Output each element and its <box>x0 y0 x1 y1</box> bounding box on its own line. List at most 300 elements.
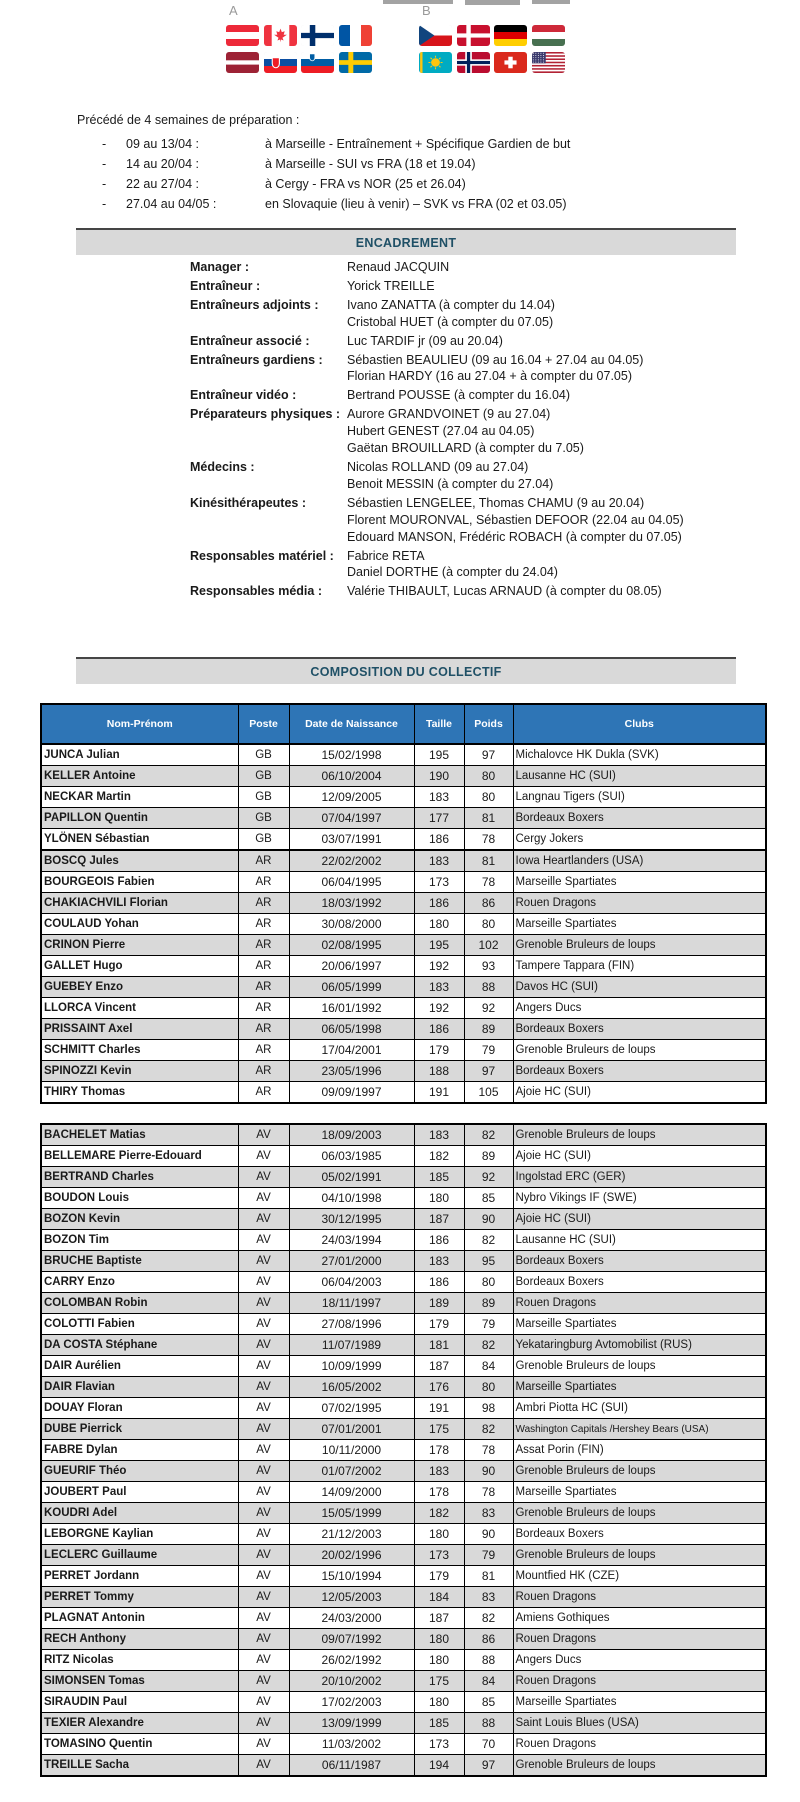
position-cell: AV <box>238 1188 289 1209</box>
height-cell: 176 <box>414 1377 464 1398</box>
table-row <box>41 1692 766 1713</box>
height-cell: 178 <box>414 1482 464 1503</box>
table-row <box>41 1082 766 1104</box>
height-cell: 194 <box>414 1755 464 1777</box>
position-cell: AV <box>238 1335 289 1356</box>
table-row <box>41 1019 766 1040</box>
roster-table-forwards <box>40 1123 767 1777</box>
staff-member: Daniel DORTHE (à compter du 24.04) <box>347 565 558 580</box>
position-cell: AR <box>238 1061 289 1082</box>
position-cell: AV <box>238 1713 289 1734</box>
birthdate-cell: 21/12/2003 <box>289 1524 414 1545</box>
weight-cell: 90 <box>464 1209 513 1230</box>
slovenia-flag-icon <box>301 52 334 73</box>
player-name-cell: DAIR Aurélien <box>41 1356 238 1377</box>
list-dash: - <box>102 157 107 171</box>
player-name-cell: GALLET Hugo <box>41 956 238 977</box>
height-cell: 184 <box>414 1587 464 1608</box>
table-row <box>41 1755 766 1777</box>
staff-row <box>190 278 684 295</box>
club-cell: Marseille Spartiates <box>513 1692 766 1713</box>
club-cell: Marseille Spartiates <box>513 914 766 935</box>
staff-row <box>190 387 684 404</box>
table-row <box>41 893 766 914</box>
staff-values <box>347 333 503 350</box>
table-header-row <box>41 704 766 744</box>
weight-cell: 82 <box>464 1335 513 1356</box>
table-row <box>41 1545 766 1566</box>
table-row <box>41 1040 766 1061</box>
height-cell: 189 <box>414 1293 464 1314</box>
hungary-flag-icon <box>532 25 565 46</box>
table-row <box>41 1440 766 1461</box>
birthdate-cell: 20/06/1997 <box>289 956 414 977</box>
weight-cell: 88 <box>464 1713 513 1734</box>
weight-cell: 78 <box>464 1440 513 1461</box>
position-cell: GB <box>238 808 289 829</box>
position-cell: AR <box>238 1019 289 1040</box>
club-cell: Davos HC (SUI) <box>513 977 766 998</box>
position-cell: AR <box>238 850 289 872</box>
height-cell: 183 <box>414 1124 464 1146</box>
staff-member: Benoit MESSIN (à compter du 27.04) <box>347 476 554 491</box>
staff-role-label: Entraîneurs adjoints : <box>190 297 319 312</box>
table-row <box>41 1671 766 1692</box>
position-cell: GB <box>238 787 289 808</box>
player-name-cell: BERTRAND Charles <box>41 1167 238 1188</box>
weight-cell: 84 <box>464 1671 513 1692</box>
birthdate-cell: 27/01/2000 <box>289 1251 414 1272</box>
staff-values <box>347 459 553 493</box>
height-cell: 187 <box>414 1356 464 1377</box>
birthdate-cell: 18/11/1997 <box>289 1293 414 1314</box>
prep-item <box>77 194 697 214</box>
weight-cell: 102 <box>464 935 513 956</box>
staff-member: Hubert GENEST (27.04 au 04.05) <box>347 424 535 439</box>
position-cell: AV <box>238 1314 289 1335</box>
weight-cell: 81 <box>464 850 513 872</box>
birthdate-cell: 14/09/2000 <box>289 1482 414 1503</box>
position-cell: AV <box>238 1692 289 1713</box>
birthdate-cell: 06/05/1999 <box>289 977 414 998</box>
position-cell: AV <box>238 1545 289 1566</box>
club-cell: Ajoie HC (SUI) <box>513 1209 766 1230</box>
germany-flag-icon <box>494 25 527 46</box>
staff-row <box>190 352 684 386</box>
height-cell: 195 <box>414 744 464 766</box>
list-dash: - <box>102 137 107 151</box>
position-cell: AV <box>238 1167 289 1188</box>
club-cell: Marseille Spartiates <box>513 1482 766 1503</box>
prep-item-detail: en Slovaquie (lieu à venir) – SVK vs FRA (02 et 03.05) <box>265 197 567 211</box>
table-row <box>41 1230 766 1251</box>
birthdate-cell: 22/02/2002 <box>289 850 414 872</box>
height-cell: 187 <box>414 1209 464 1230</box>
player-name-cell: RITZ Nicolas <box>41 1650 238 1671</box>
height-cell: 190 <box>414 766 464 787</box>
switzerland-flag-icon <box>494 52 527 73</box>
club-cell: Grenoble Bruleurs de loups <box>513 1356 766 1377</box>
table-row <box>41 1587 766 1608</box>
player-name-cell: BOURGEOIS Fabien <box>41 872 238 893</box>
position-cell: AV <box>238 1524 289 1545</box>
position-cell: GB <box>238 744 289 766</box>
position-cell: AV <box>238 1251 289 1272</box>
birthdate-cell: 13/09/1999 <box>289 1713 414 1734</box>
staff-values <box>347 297 555 331</box>
table-row <box>41 1503 766 1524</box>
table-row <box>41 872 766 893</box>
club-cell: Marseille Spartiates <box>513 872 766 893</box>
height-cell: 183 <box>414 850 464 872</box>
position-cell: AV <box>238 1566 289 1587</box>
staff-values <box>347 352 643 386</box>
weight-cell: 80 <box>464 914 513 935</box>
staff-values <box>347 495 684 546</box>
position-cell: AV <box>238 1146 289 1167</box>
usa-flag-icon <box>532 52 565 73</box>
weight-cell: 93 <box>464 956 513 977</box>
weight-cell: 82 <box>464 1124 513 1146</box>
position-cell: AR <box>238 914 289 935</box>
player-name-cell: NECKAR Martin <box>41 787 238 808</box>
table-row <box>41 744 766 766</box>
table-row <box>41 1629 766 1650</box>
player-name-cell: SCHMITT Charles <box>41 1040 238 1061</box>
table-row <box>41 808 766 829</box>
table-row <box>41 1167 766 1188</box>
weight-cell: 89 <box>464 1293 513 1314</box>
table-row <box>41 1293 766 1314</box>
club-cell: Bordeaux Boxers <box>513 808 766 829</box>
denmark-flag-icon <box>457 25 490 46</box>
position-cell: AV <box>238 1482 289 1503</box>
birthdate-cell: 06/11/1987 <box>289 1755 414 1777</box>
club-cell: Lausanne HC (SUI) <box>513 1230 766 1251</box>
club-cell: Grenoble Bruleurs de loups <box>513 1755 766 1777</box>
player-name-cell: DAIR Flavian <box>41 1377 238 1398</box>
staff-member: Luc TARDIF jr (09 au 20.04) <box>347 333 503 348</box>
club-cell: Ingolstad ERC (GER) <box>513 1167 766 1188</box>
position-cell: AV <box>238 1356 289 1377</box>
weight-cell: 86 <box>464 893 513 914</box>
position-cell: AR <box>238 935 289 956</box>
height-cell: 175 <box>414 1671 464 1692</box>
club-cell: Nybro Vikings IF (SWE) <box>513 1188 766 1209</box>
weight-cell: 82 <box>464 1419 513 1440</box>
table-row <box>41 1524 766 1545</box>
player-name-cell: KELLER Antoine <box>41 766 238 787</box>
weight-cell: 86 <box>464 1629 513 1650</box>
table-row <box>41 1608 766 1629</box>
weight-cell: 82 <box>464 1608 513 1629</box>
club-cell: Saint Louis Blues (USA) <box>513 1713 766 1734</box>
birthdate-cell: 26/02/1992 <box>289 1650 414 1671</box>
player-name-cell: JOUBERT Paul <box>41 1482 238 1503</box>
player-name-cell: THIRY Thomas <box>41 1082 238 1104</box>
table-row <box>41 1251 766 1272</box>
position-cell: AV <box>238 1734 289 1755</box>
height-cell: 173 <box>414 872 464 893</box>
player-name-cell: COLOMBAN Robin <box>41 1293 238 1314</box>
list-dash: - <box>102 177 107 191</box>
slovakia-flag-icon <box>264 52 297 73</box>
staff-values <box>347 583 662 600</box>
player-name-cell: LECLERC Guillaume <box>41 1545 238 1566</box>
roster-section-title: COMPOSITION DU COLLECTIF <box>310 664 502 679</box>
staff-role-label: Responsables matériel : <box>190 548 334 563</box>
player-name-cell: BOZON Kevin <box>41 1209 238 1230</box>
birthdate-cell: 07/01/2001 <box>289 1419 414 1440</box>
club-cell: Washington Capitals /Hershey Bears (USA) <box>513 1419 766 1440</box>
position-cell: AR <box>238 956 289 977</box>
birthdate-cell: 09/09/1997 <box>289 1082 414 1104</box>
staff-row <box>190 297 684 331</box>
staff-values <box>347 259 449 276</box>
weight-cell: 98 <box>464 1398 513 1419</box>
position-cell: AV <box>238 1650 289 1671</box>
table-row <box>41 977 766 998</box>
player-name-cell: CARRY Enzo <box>41 1272 238 1293</box>
player-name-cell: BACHELET Matias <box>41 1124 238 1146</box>
staff-values <box>347 548 558 582</box>
prep-item-dates: 27.04 au 04/05 : <box>126 197 217 211</box>
weight-cell: 85 <box>464 1692 513 1713</box>
birthdate-cell: 12/09/2005 <box>289 787 414 808</box>
column-header: Taille <box>414 704 464 744</box>
position-cell: AR <box>238 872 289 893</box>
club-cell: Grenoble Bruleurs de loups <box>513 935 766 956</box>
preparation-title: Précédé de 4 semaines de préparation : <box>77 113 300 127</box>
flag-grid-b <box>419 25 565 73</box>
weight-cell: 81 <box>464 808 513 829</box>
weight-cell: 80 <box>464 787 513 808</box>
player-name-cell: LLORCA Vincent <box>41 998 238 1019</box>
player-name-cell: TEXIER Alexandre <box>41 1713 238 1734</box>
height-cell: 179 <box>414 1566 464 1587</box>
birthdate-cell: 06/05/1998 <box>289 1019 414 1040</box>
birthdate-cell: 05/02/1991 <box>289 1167 414 1188</box>
table-row <box>41 1713 766 1734</box>
staff-member: Ivano ZANATTA (à compter du 14.04) <box>347 297 555 312</box>
column-header: Poste <box>238 704 289 744</box>
staff-member: Renaud JACQUIN <box>347 260 450 274</box>
player-name-cell: TOMASINO Quentin <box>41 1734 238 1755</box>
staff-member: Nicolas ROLLAND (09 au 27.04) <box>347 459 529 474</box>
height-cell: 186 <box>414 1019 464 1040</box>
list-dash: - <box>102 197 107 211</box>
birthdate-cell: 07/02/1995 <box>289 1398 414 1419</box>
weight-cell: 83 <box>464 1503 513 1524</box>
table-row <box>41 914 766 935</box>
position-cell: GB <box>238 829 289 851</box>
birthdate-cell: 24/03/2000 <box>289 1608 414 1629</box>
birthdate-cell: 09/07/1992 <box>289 1629 414 1650</box>
birthdate-cell: 04/10/1998 <box>289 1188 414 1209</box>
club-cell: Marseille Spartiates <box>513 1377 766 1398</box>
birthdate-cell: 06/03/1985 <box>289 1146 414 1167</box>
club-cell: Rouen Dragons <box>513 1293 766 1314</box>
kazakhstan-flag-icon <box>419 52 452 73</box>
birthdate-cell: 10/11/2000 <box>289 1440 414 1461</box>
height-cell: 180 <box>414 1524 464 1545</box>
weight-cell: 90 <box>464 1524 513 1545</box>
prep-item-detail: à Marseille - Entraînement + Spécifique Gardien de but <box>265 137 571 151</box>
player-name-cell: CRINON Pierre <box>41 935 238 956</box>
position-cell: AV <box>238 1587 289 1608</box>
position-cell: AV <box>238 1755 289 1777</box>
staff-row <box>190 459 684 493</box>
weight-cell: 82 <box>464 1230 513 1251</box>
position-cell: AV <box>238 1230 289 1251</box>
club-cell: Lausanne HC (SUI) <box>513 766 766 787</box>
staff-values <box>347 387 570 404</box>
height-cell: 185 <box>414 1167 464 1188</box>
staff-role-label: Entraîneur vidéo : <box>190 388 297 403</box>
prep-item-detail: à Cergy - FRA vs NOR (25 et 26.04) <box>265 177 466 191</box>
player-name-cell: SIMONSEN Tomas <box>41 1671 238 1692</box>
player-name-cell: BOZON Tim <box>41 1230 238 1251</box>
prep-item-detail: à Marseille - SUI vs FRA (18 et 19.04) <box>265 157 476 171</box>
weight-cell: 88 <box>464 977 513 998</box>
table-row <box>41 1377 766 1398</box>
table-row <box>41 1650 766 1671</box>
club-cell: Angers Ducs <box>513 1650 766 1671</box>
table-row <box>41 1272 766 1293</box>
prep-items <box>77 134 697 214</box>
player-name-cell: PAPILLON Quentin <box>41 808 238 829</box>
player-name-cell: LEBORGNE Kaylian <box>41 1524 238 1545</box>
club-cell: Marseille Spartiates <box>513 1314 766 1335</box>
height-cell: 180 <box>414 1629 464 1650</box>
birthdate-cell: 27/08/1996 <box>289 1314 414 1335</box>
table-row <box>41 1209 766 1230</box>
table-row <box>41 1335 766 1356</box>
player-name-cell: BOSCQ Jules <box>41 850 238 872</box>
birthdate-cell: 12/05/2003 <box>289 1587 414 1608</box>
height-cell: 173 <box>414 1734 464 1755</box>
height-cell: 186 <box>414 1272 464 1293</box>
birthdate-cell: 18/03/1992 <box>289 893 414 914</box>
player-name-cell: GUEURIF Théo <box>41 1461 238 1482</box>
player-name-cell: FABRE Dylan <box>41 1440 238 1461</box>
staff-section-title: ENCADREMENT <box>355 235 457 250</box>
position-cell: AR <box>238 893 289 914</box>
player-name-cell: COULAUD Yohan <box>41 914 238 935</box>
position-cell: AV <box>238 1272 289 1293</box>
player-name-cell: PERRET Jordann <box>41 1566 238 1587</box>
staff-member: Fabrice RETA <box>347 548 425 563</box>
player-name-cell: BOUDON Louis <box>41 1188 238 1209</box>
staff-row <box>190 548 684 582</box>
position-cell: AR <box>238 977 289 998</box>
club-cell: Bordeaux Boxers <box>513 1251 766 1272</box>
player-name-cell: DUBE Pierrick <box>41 1419 238 1440</box>
prep-item <box>77 174 697 194</box>
weight-cell: 80 <box>464 766 513 787</box>
weight-cell: 92 <box>464 1167 513 1188</box>
birthdate-cell: 20/02/1996 <box>289 1545 414 1566</box>
column-header: Clubs <box>513 704 766 744</box>
table-row <box>41 1356 766 1377</box>
weight-cell: 88 <box>464 1650 513 1671</box>
table-row <box>41 1398 766 1419</box>
staff-member: Valérie THIBAULT, Lucas ARNAUD (à compter du 08.05) <box>347 584 662 599</box>
flag-group-a <box>226 3 372 73</box>
club-cell: Rouen Dragons <box>513 1671 766 1692</box>
latvia-flag-icon <box>226 52 259 73</box>
player-name-cell: SIRAUDIN Paul <box>41 1692 238 1713</box>
height-cell: 181 <box>414 1335 464 1356</box>
table-row <box>41 1146 766 1167</box>
birthdate-cell: 02/08/1995 <box>289 935 414 956</box>
position-cell: AV <box>238 1440 289 1461</box>
staff-row <box>190 495 684 546</box>
position-cell: AV <box>238 1419 289 1440</box>
birthdate-cell: 18/09/2003 <box>289 1124 414 1146</box>
height-cell: 180 <box>414 1650 464 1671</box>
height-cell: 175 <box>414 1419 464 1440</box>
birthdate-cell: 15/10/1994 <box>289 1566 414 1587</box>
club-cell: Yekataringburg Avtomobilist (RUS) <box>513 1335 766 1356</box>
weight-cell: 79 <box>464 1545 513 1566</box>
height-cell: 182 <box>414 1503 464 1524</box>
position-cell: AV <box>238 1461 289 1482</box>
roster-section-header-bar <box>76 657 736 684</box>
birthdate-cell: 17/02/2003 <box>289 1692 414 1713</box>
height-cell: 177 <box>414 808 464 829</box>
club-cell: Rouen Dragons <box>513 1629 766 1650</box>
player-name-cell: CHAKIACHVILI Florian <box>41 893 238 914</box>
table-row <box>41 787 766 808</box>
club-cell: Iowa Heartlanders (USA) <box>513 850 766 872</box>
staff-values <box>347 278 435 295</box>
height-cell: 185 <box>414 1713 464 1734</box>
staff-role-label: Médecins : <box>190 459 255 474</box>
staff-list <box>190 259 684 602</box>
club-cell: Rouen Dragons <box>513 1734 766 1755</box>
club-cell: Rouen Dragons <box>513 1587 766 1608</box>
norway-flag-icon <box>457 52 490 73</box>
weight-cell: 70 <box>464 1734 513 1755</box>
player-name-cell: PERRET Tommy <box>41 1587 238 1608</box>
preparation-section <box>77 112 697 214</box>
club-cell: Bordeaux Boxers <box>513 1019 766 1040</box>
height-cell: 179 <box>414 1040 464 1061</box>
height-cell: 183 <box>414 977 464 998</box>
staff-role-label: Kinésithérapeutes : <box>190 495 307 510</box>
table-row <box>41 998 766 1019</box>
staff-row <box>190 259 684 276</box>
club-cell: Grenoble Bruleurs de loups <box>513 1461 766 1482</box>
position-cell: AV <box>238 1377 289 1398</box>
staff-member: Gaëtan BROUILLARD (à compter du 7.05) <box>347 441 584 456</box>
birthdate-cell: 07/04/1997 <box>289 808 414 829</box>
height-cell: 186 <box>414 1230 464 1251</box>
birthdate-cell: 20/10/2002 <box>289 1671 414 1692</box>
player-name-cell: TREILLE Sacha <box>41 1755 238 1777</box>
staff-row <box>190 333 684 350</box>
staff-role-label: Entraîneur : <box>190 278 261 293</box>
group-a-label: A <box>229 3 238 18</box>
player-name-cell: COLOTTI Fabien <box>41 1314 238 1335</box>
club-cell: Michalovce HK Dukla (SVK) <box>513 744 766 766</box>
player-name-cell: GUEBEY Enzo <box>41 977 238 998</box>
group-b-label: B <box>422 3 431 18</box>
height-cell: 188 <box>414 1061 464 1082</box>
position-cell: AV <box>238 1503 289 1524</box>
table-row <box>41 1061 766 1082</box>
